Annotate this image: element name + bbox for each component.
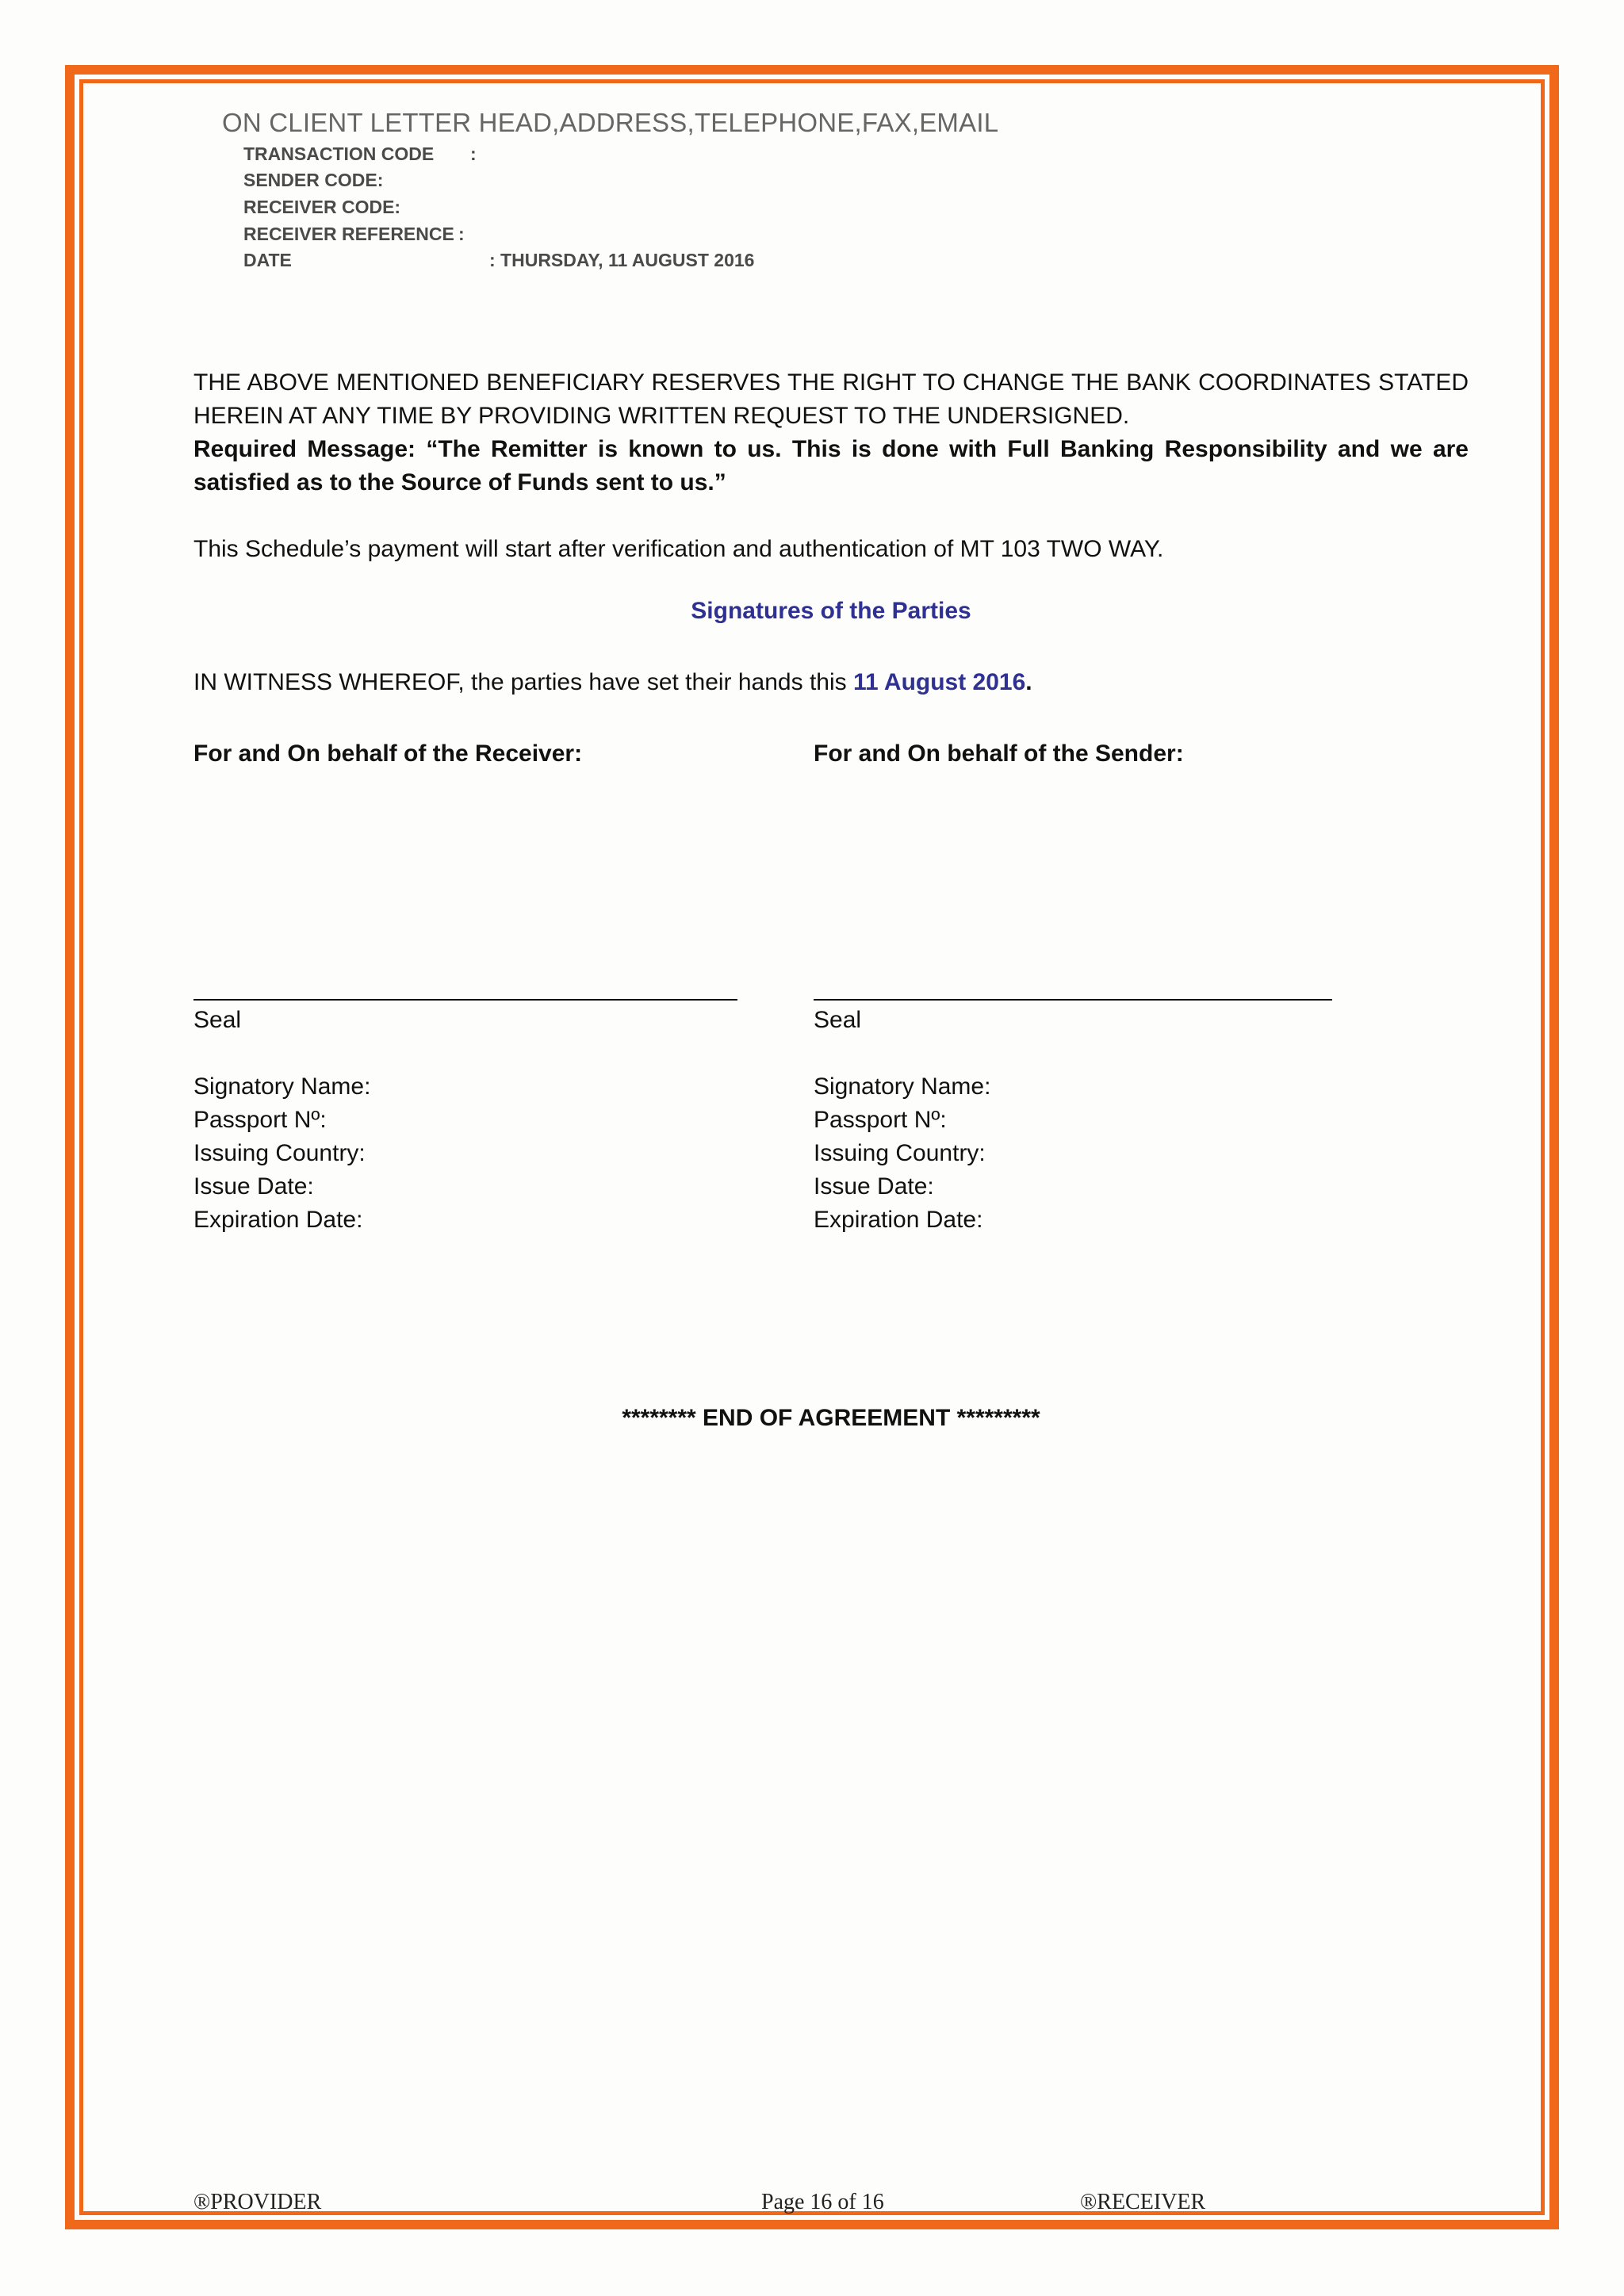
sender-signature-line bbox=[814, 999, 1332, 1001]
sender-issuing-country-label: Issuing Country: bbox=[814, 1140, 986, 1166]
transaction-code-label: TRANSACTION CODE bbox=[243, 144, 435, 164]
witness-suffix: . bbox=[1025, 669, 1032, 695]
witness-date: 11 August 2016 bbox=[852, 669, 1026, 695]
sender-passport-label: Passport Nº: bbox=[814, 1107, 947, 1133]
required-message: Required Message: “The Remitter is known to us. This is done with Full Banking Responsibility and we are satisfied as to the Source of Funds sent to us.” bbox=[193, 436, 1469, 496]
transaction-code-colon: : bbox=[470, 144, 477, 164]
schedule-note: This Schedule’s payment will start after verification and authentication of MT 103 TWO WAY. bbox=[193, 536, 1164, 562]
receiver-reference-colon: : bbox=[458, 224, 465, 244]
receiver-expiration-date-label: Expiration Date: bbox=[193, 1207, 363, 1233]
sender-heading: For and On behalf of the Sender: bbox=[814, 740, 1184, 767]
receiver-reference-label: RECEIVER REFERENCE bbox=[243, 224, 454, 244]
sender-seal-label: Seal bbox=[814, 1007, 862, 1033]
receiver-heading: For and On behalf of the Receiver: bbox=[193, 740, 583, 767]
receiver-seal-label: Seal bbox=[193, 1007, 242, 1033]
footer-provider: ®PROVIDER bbox=[193, 2190, 322, 2214]
witness-statement bbox=[193, 666, 1469, 699]
sender-signatory-name-label: Signatory Name: bbox=[814, 1073, 991, 1100]
receiver-signatory-fields bbox=[193, 1070, 370, 1237]
sender-signatory-fields bbox=[814, 1070, 990, 1237]
witness-prefix: IN WITNESS WHEREOF, the parties have set their hands this bbox=[193, 669, 853, 695]
receiver-passport-label: Passport Nº: bbox=[193, 1107, 327, 1133]
receiver-issue-date-label: Issue Date: bbox=[193, 1173, 314, 1200]
footer-page-number: Page 16 of 16 bbox=[761, 2190, 884, 2214]
footer-receiver: ®RECEIVER bbox=[1080, 2190, 1206, 2214]
receiver-signature-line bbox=[193, 999, 737, 1001]
receiver-issuing-country-label: Issuing Country: bbox=[193, 1140, 366, 1166]
end-of-agreement: ******** END OF AGREEMENT ********* bbox=[622, 1405, 1040, 1431]
sender-code-label: SENDER CODE: bbox=[243, 170, 384, 190]
date-label: DATE bbox=[243, 250, 292, 270]
signatures-title: Signatures of the Parties bbox=[691, 598, 971, 624]
receiver-code-label: RECEIVER CODE: bbox=[243, 197, 401, 217]
letterhead-placeholder: ON CLIENT LETTER HEAD,ADDRESS,TELEPHONE,FAX,EMAIL bbox=[222, 108, 999, 137]
date-value: : THURSDAY, 11 AUGUST 2016 bbox=[489, 250, 755, 270]
beneficiary-notice: THE ABOVE MENTIONED BENEFICIARY RESERVES THE RIGHT TO CHANGE THE BANK COORDINATES STATED HEREIN AT ANY TIME BY PROVIDING WRITTEN REQUEST TO THE UNDERSIGNED. bbox=[193, 369, 1469, 429]
sender-expiration-date-label: Expiration Date: bbox=[814, 1207, 983, 1233]
sender-issue-date-label: Issue Date: bbox=[814, 1173, 934, 1200]
receiver-signatory-name-label: Signatory Name: bbox=[193, 1073, 371, 1100]
